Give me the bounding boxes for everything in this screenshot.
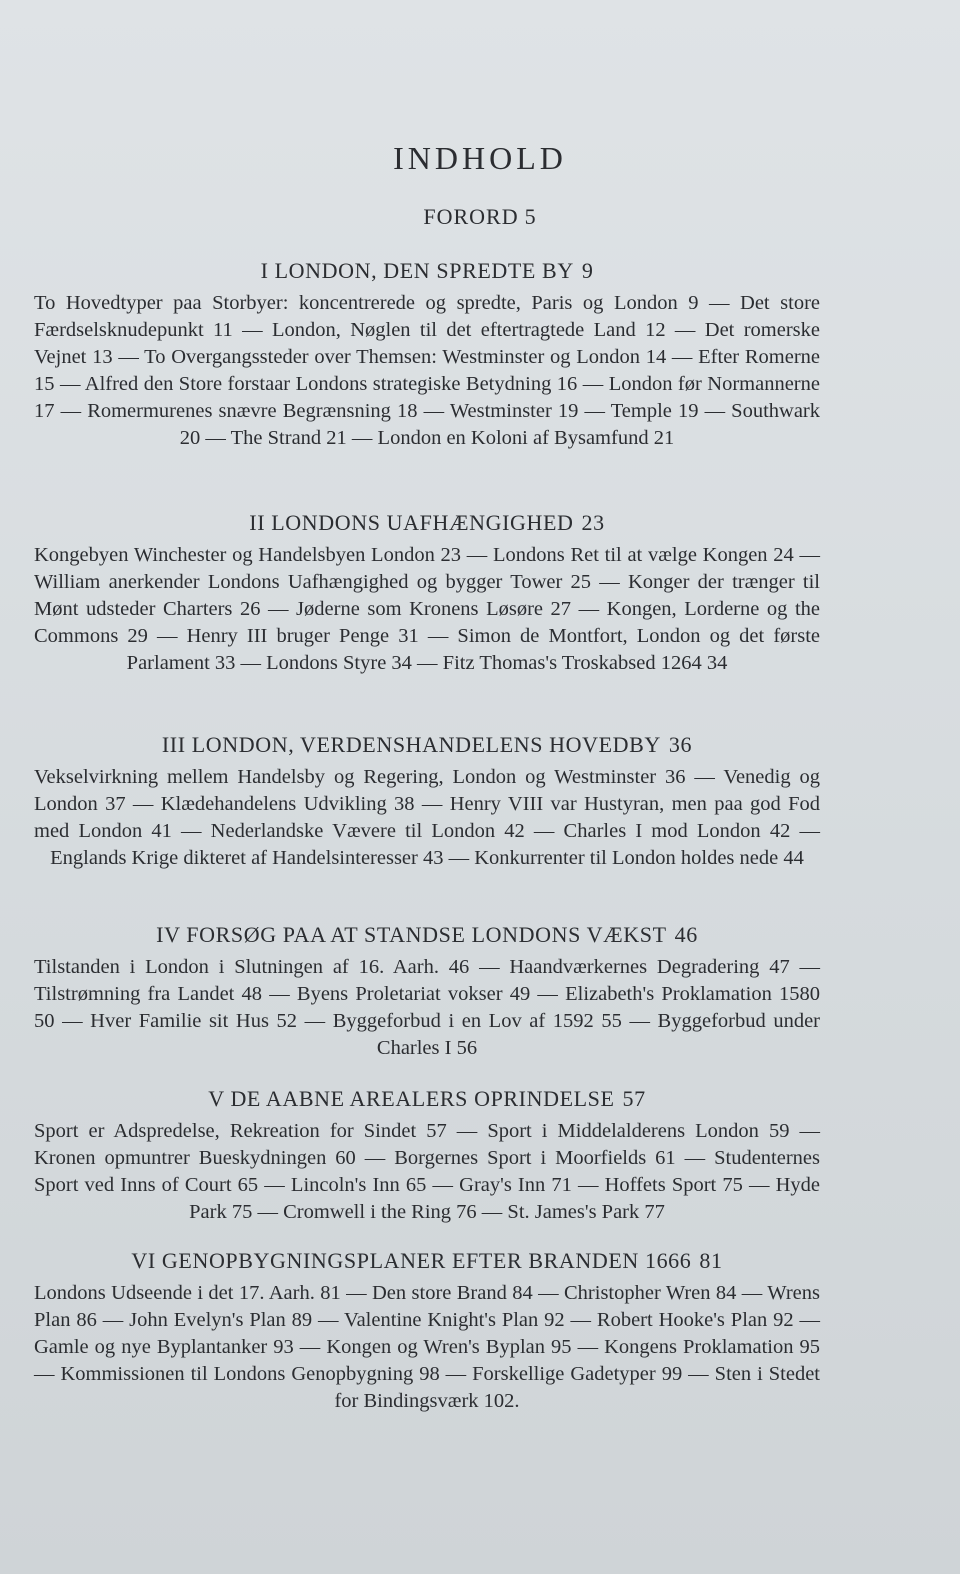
chapter-title: V DE AABNE AREALERS OPRINDELSE [208, 1086, 615, 1111]
chapter-4 [34, 922, 820, 1062]
chapter-heading [34, 922, 820, 948]
chapter-entries: To Hovedtyper paa Storbyer: koncentrerede og spredte, Paris og London 9 — Det store Færdselsknudepunkt 11 — London, Nøglen til det eftertragtede Land 12 — Det romerske Vejnet 13 — To Overgangssteder over Themsen: Westminster og London 14 — Efter Romerne 15 — Alfred den Store forstaar Londons strategiske Betydning 16 — London før Normannerne 17 — Romermurenes snævre Begrænsning 18 — Westminster 19 — Temple 19 — Southwark 20 — The Strand 21 — London en Koloni af Bysamfund 21 [34, 292, 820, 449]
chapter-title: II LONDONS UAFHÆNGIGHED [249, 510, 574, 535]
chapter-heading [34, 732, 820, 758]
chapter-title: VI GENOPBYGNINGSPLANER EFTER BRANDEN 1666 [131, 1248, 692, 1273]
chapter-page-number: 36 [668, 732, 693, 757]
chapter-entries: Vekselvirkning mellem Handelsby og Regering, London og Westminster 36 — Venedig og London 37 — Klædehandelens Udvikling 38 — Henry VIII var Hustyran, men paa god Fod med London 41 — Nederlandske Vævere til London 42 — Charles I mod London 42 — Englands Krige dikteret af Handelsinteresser 43 — Konkurrenter til London holdes nede 44 [34, 766, 820, 869]
chapter-heading [34, 1086, 820, 1112]
foreword-page-number: 5 [524, 204, 537, 229]
chapter-page-number: 9 [581, 258, 594, 283]
chapter-page-number: 46 [674, 922, 698, 947]
chapter-entries: Tilstanden i London i Slutningen af 16. Aarh. 46 — Haandværkernes Degradering 47 — Tilstrømning fra Landet 48 — Byens Proletariat vokser 49 — Elizabeth's Proklamation 1580 50 — Hver Familie sit Hus 52 — Byggeforbud i en Lov af 1592 55 — Byggeforbud under Charles I 56 [34, 956, 820, 1059]
chapter-3 [34, 732, 820, 872]
chapter-entries: Londons Udseende i det 17. Aarh. 81 — Den store Brand 84 — Christopher Wren 84 — Wrens Plan 86 — John Evelyn's Plan 89 — Valentine Knight's Plan 92 — Robert Hooke's Plan 92 — Gamle og nye Byplantanker 93 — Kongen og Wren's Byplan 95 — Kongens Proklamation 95 — Kommissionen til Londons Genopbygning 98 — Forskellige Gadetyper 99 — Sten i Stedet for Bindingsværk 102. [34, 1282, 820, 1412]
chapter-page-number: 57 [622, 1086, 646, 1111]
chapter-entries: Kongebyen Winchester og Handelsbyen London 23 — Londons Ret til at vælge Kongen 24 — William anerkender Londons Uafhængighed og bygger Tower 25 — Konger der trænger til Mønt udsteder Charters 26 — Jøderne som Kronens Løsøre 27 — Kongen, Lorderne og the Commons 29 — Henry III bruger Penge 31 — Simon de Montfort, London og det første Parlament 33 — Londons Styre 34 — Fitz Thomas's Troskabsed 1264 34 [34, 544, 820, 674]
chapter-title: III LONDON, VERDENSHANDELENS HOVEDBY [161, 732, 661, 757]
chapter-2 [34, 510, 820, 677]
foreword-label: FORORD [423, 204, 519, 229]
chapter-heading [34, 510, 820, 536]
chapter-1 [34, 258, 820, 452]
page-title: INDHOLD [393, 140, 567, 176]
chapter-6 [34, 1248, 820, 1415]
chapter-page-number: 81 [699, 1248, 723, 1273]
chapter-page-number: 23 [581, 510, 605, 535]
chapter-5 [34, 1086, 820, 1226]
chapter-title: IV FORSØG PAA AT STANDSE LONDONS VÆKST [156, 922, 667, 947]
foreword-entry [0, 204, 960, 230]
chapter-heading [34, 258, 820, 284]
chapter-title: I LONDON, DEN SPREDTE BY [260, 258, 574, 283]
chapter-heading [34, 1248, 820, 1274]
chapter-entries: Sport er Adspredelse, Rekreation for Sindet 57 — Sport i Middelalderens London 59 — Kronen opmuntrer Bueskydningen 60 — Borgernes Sport i Moorfields 61 — Studenternes Sport ved Inns of Court 65 — Lincoln's Inn 65 — Gray's Inn 71 — Hoffets Sport 75 — Hyde Park 75 — Cromwell i the Ring 76 — St. James's Park 77 [34, 1120, 820, 1223]
